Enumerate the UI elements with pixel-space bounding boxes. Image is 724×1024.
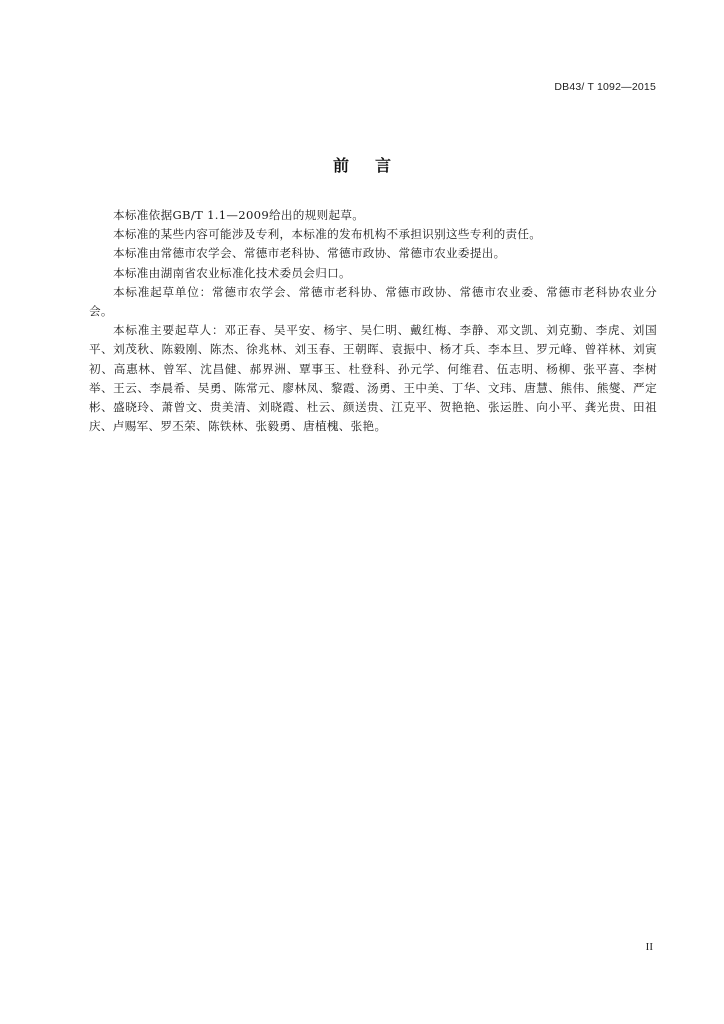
paragraph-proposers: 本标准由常德市农学会、常德市老科协、常德市政协、常德市农业委提出。 [113,246,506,261]
page-title: 前言 [332,156,417,175]
paragraph-drafters: 本标准主要起草人：邓正春、吴平安、杨宇、吴仁明、戴红梅、李静、邓文凯、刘克勤、李虎、刘国平、刘茂秋、陈毅刚、陈杰、徐兆林、刘玉春、王朝晖、袁振中、杨才兵、李本旦、罗元峰、曾祥林、刘寅初、高惠林、曾军、沈昌健、郝界洲、覃事玉、杜登科、孙元学、何维君、伍志明、杨柳、张平喜、李树举、王云、李晨希、吴勇、陈常元、廖林凤、黎霞、汤勇、王中美、丁华、文玮、唐慧、熊伟、熊燮、严定彬、盛晓玲、萧曾文、贵美清、刘晓霞、杜云、颜送贵、江克平、贺艳艳、张运胜、向小平、龚光贵、田祖庆、卢赐军、罗丕荣、陈铁林、张毅勇、唐植槐、张艳。 [89,323,657,434]
standard-code: DB43/ T 1092—2015 [554,81,656,93]
paragraph-drafting-units: 本标准起草单位：常德市农学会、常德市老科协、常德市政协、常德市农业委、常德市老科协农业分会。 [89,284,657,319]
paragraph-committee: 本标准由湖南省农业标准化技术委员会归口。 [113,265,351,280]
paragraph-patent-notice: 本标准的某些内容可能涉及专利，本标准的发布机构不承担识别这些专利的责任。 [113,227,542,242]
foreword-body [89,206,657,436]
page-number: II [645,941,653,953]
paragraph-drafting-rules: 本标准依据GB/T 1.1—2009给出的规则起草。 [113,208,365,222]
